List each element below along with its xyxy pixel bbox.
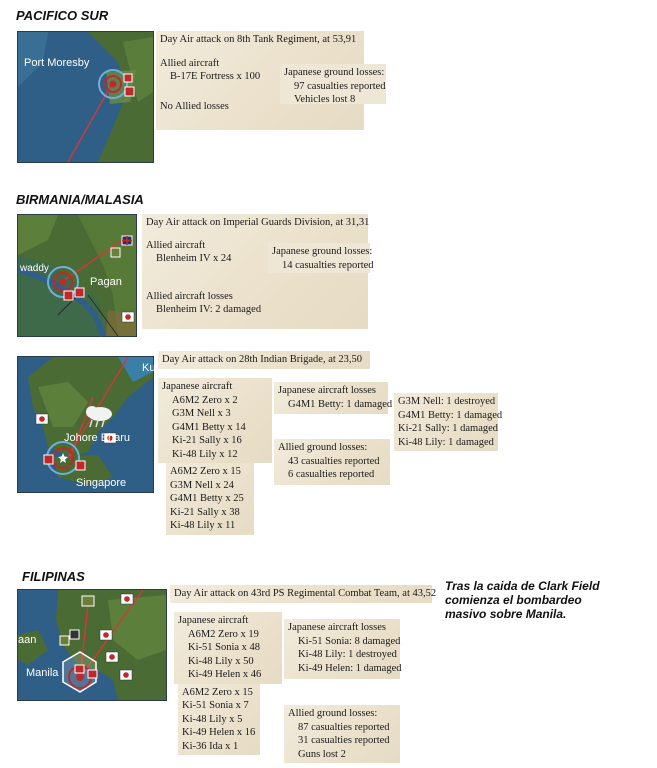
note-line: comienza el bombardeo xyxy=(445,593,582,607)
report-header-filipinas-box xyxy=(170,585,437,603)
aircraft-item: Ki-49 Helen x 16 xyxy=(182,727,256,738)
aircraft-loss-item: G4M1 Betty: 1 damaged xyxy=(288,398,393,410)
aircraft-loss-item: Ki-51 Sonia: 8 damaged xyxy=(298,635,401,647)
unit-counter-icon xyxy=(124,74,132,82)
unit-counter-icon xyxy=(64,291,73,300)
aircraft-item: A6M2 Zero x 2 xyxy=(172,394,238,406)
japanese-losses-title: Japanese aircraft losses xyxy=(288,622,386,633)
commentary-note xyxy=(445,579,600,621)
aircraft-loss-item: G3M Nell: 1 destroyed xyxy=(398,396,496,407)
japanese-losses-singapore-b xyxy=(394,393,503,451)
japanese-aircraft-block-b xyxy=(166,463,254,535)
map-label-aan: aan xyxy=(18,634,37,646)
japanese-losses-singapore xyxy=(274,382,393,414)
report-header: Day Air attack on 43rd PS Regimental Combat Team, at 43,52 xyxy=(174,588,437,599)
aircraft-item: Ki-48 Lily x 50 xyxy=(188,655,254,667)
ground-losses-pacifico xyxy=(280,64,386,104)
ground-losses-title: Japanese ground losses: xyxy=(284,67,385,78)
report-header: Day Air attack on Imperial Guards Division, at 31,31 xyxy=(146,217,370,228)
section-title-birmania: BIRMANIA/MALASIA xyxy=(16,192,144,207)
japanese-aircraft-title: Japanese aircraft xyxy=(178,615,249,626)
unit-counter-icon xyxy=(44,455,53,464)
aircraft-loss-item: Ki-21 Sally: 1 damaged xyxy=(398,423,499,434)
aircraft-loss-item: Ki-48 Lily: 1 destroyed xyxy=(298,649,397,660)
japanese-aircraft-block-a xyxy=(158,378,272,463)
aircraft-item: Ki-51 Sonia x 48 xyxy=(188,642,261,653)
aircraft-item: G4M1 Betty x 14 xyxy=(172,421,246,433)
japanese-aircraft-filipinas xyxy=(174,612,282,755)
aircraft-item: Ki-21 Sally x 38 xyxy=(170,506,240,518)
japanese-aircraft-title: Japanese aircraft xyxy=(162,381,233,392)
ground-losses-filipinas xyxy=(284,705,400,763)
aircraft-item: Ki-48 Lily x 11 xyxy=(170,520,236,531)
unit-counter-icon xyxy=(125,87,134,96)
map-singapore[interactable] xyxy=(17,356,154,493)
allied-losses-item: Blenheim IV: 2 damaged xyxy=(156,304,262,315)
ground-losses-item: 31 casualties reported xyxy=(298,735,390,746)
map-filipinas[interactable] xyxy=(17,589,167,701)
aircraft-item: A6M2 Zero x 15 xyxy=(170,466,241,477)
map-label-manila: Manila xyxy=(26,667,59,679)
map-label-ku: Ku xyxy=(142,362,156,374)
ground-losses-item: Vehicles lost 8 xyxy=(294,94,356,105)
japanese-losses-title: Japanese aircraft losses xyxy=(278,385,376,396)
aircraft-loss-item: Ki-48 Lily: 1 damaged xyxy=(398,436,494,448)
map-singapore-terrain xyxy=(18,357,156,492)
aircraft-item: G3M Nell x 3 xyxy=(172,408,231,419)
unit-counter-icon xyxy=(111,248,120,257)
note-line: masivo sobre Manila. xyxy=(445,607,567,621)
map-label-pagan: Pagan xyxy=(90,276,122,288)
aircraft-item: A6M2 Zero x 19 xyxy=(188,628,259,640)
report-header: Day Air attack on 28th Indian Brigade, at 23,50 xyxy=(162,354,363,365)
ground-losses-item: 6 casualties reported xyxy=(288,469,375,480)
no-allied-losses: No Allied losses xyxy=(160,100,229,112)
ground-losses-item: 43 casualties reported xyxy=(288,455,380,467)
note-line: Tras la caida de Clark Field xyxy=(445,579,600,593)
report-header-singapore-box xyxy=(158,351,370,369)
map-birmania[interactable] xyxy=(17,214,137,337)
map-label-singapore: Singapore xyxy=(76,477,127,489)
map-label-johore-bharu: Johore Bharu xyxy=(64,432,131,444)
report-header: Day Air attack on 8th Tank Regiment, at 53,91 xyxy=(160,34,357,45)
aircraft-item: G4M1 Betty x 25 xyxy=(170,493,244,504)
aircraft-item: Ki-48 Lily x 5 xyxy=(182,713,243,725)
japanese-aircraft-block-b xyxy=(178,684,260,756)
aircraft-item: Ki-51 Sonia x 7 xyxy=(182,700,249,711)
ground-losses-title: Allied ground losses: xyxy=(278,442,368,453)
map-label-port-moresby: Port Moresby xyxy=(24,57,90,69)
allied-aircraft-item: Blenheim IV x 24 xyxy=(156,253,232,264)
unit-counter-icon xyxy=(82,596,94,606)
aircraft-item: G3M Nell x 24 xyxy=(170,479,234,491)
aircraft-item: Ki-21 Sally x 16 xyxy=(172,435,242,446)
ground-losses-singapore xyxy=(274,439,390,485)
aircraft-item: Ki-36 Ida x 1 xyxy=(182,740,239,752)
ground-losses-item: Guns lost 2 xyxy=(298,748,346,760)
unit-counter-icon xyxy=(76,461,85,470)
ground-losses-birmania xyxy=(268,243,374,273)
ground-losses-title: Japanese ground losses: xyxy=(272,246,373,257)
japanese-aircraft-block-a xyxy=(174,612,282,684)
ground-losses-item: 87 casualties reported xyxy=(298,721,390,733)
aircraft-loss-item: Ki-49 Helen: 1 damaged xyxy=(298,662,402,674)
unit-counter-icon xyxy=(70,630,79,639)
aircraft-item: Ki-49 Helen x 46 xyxy=(188,669,262,680)
japanese-losses-filipinas xyxy=(284,619,400,679)
section-title-filipinas: FILIPINAS xyxy=(22,569,85,584)
section-title-pacifico: PACIFICO SUR xyxy=(16,8,109,23)
unit-counter-icon xyxy=(75,665,84,673)
allied-losses-title: Allied aircraft losses xyxy=(146,290,233,302)
unit-counter-icon xyxy=(60,636,69,645)
ground-losses-item: 97 casualties reported xyxy=(294,80,386,92)
map-pacifico-terrain xyxy=(18,32,153,162)
ground-losses-item: 14 casualties reported xyxy=(282,259,374,271)
map-birmania-terrain xyxy=(18,215,136,336)
allied-aircraft-title: Allied aircraft xyxy=(160,57,220,69)
allied-aircraft-item: B-17E Fortress x 100 xyxy=(170,71,261,82)
aircraft-item: Ki-48 Lily x 12 xyxy=(172,448,238,460)
map-pacifico[interactable] xyxy=(17,31,154,163)
aircraft-loss-item: G4M1 Betty: 1 damaged xyxy=(398,409,503,421)
map-filipinas-terrain xyxy=(18,590,166,700)
allied-aircraft-title: Allied aircraft xyxy=(146,239,206,251)
unit-counter-icon xyxy=(88,670,97,678)
map-label-waddy: waddy xyxy=(20,263,49,274)
unit-counter-icon xyxy=(75,288,84,297)
japanese-aircraft-singapore xyxy=(158,378,272,535)
aircraft-item: A6M2 Zero x 15 xyxy=(182,686,253,698)
ground-losses-title: Allied ground losses: xyxy=(288,708,378,719)
